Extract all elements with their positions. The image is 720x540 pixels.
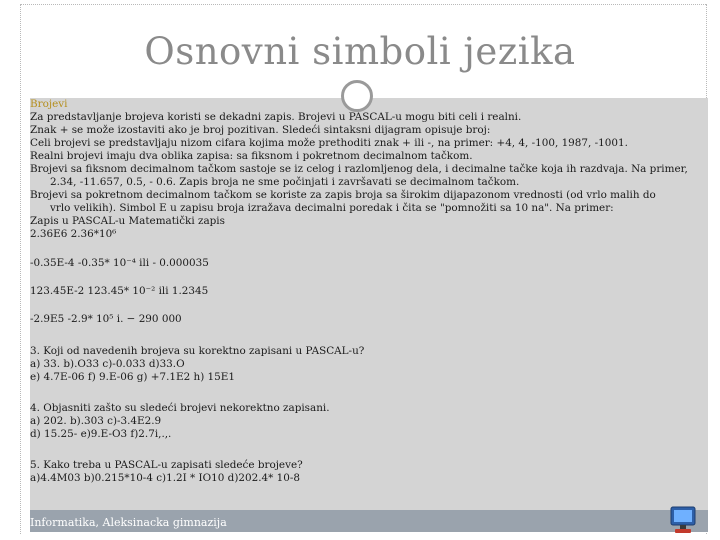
text-line: Brojevi sa pokretnom decimalnom tačkom se koriste za zapis broja sa širokim dijapazonom vrednosti (od vrlo malih do: [30, 189, 656, 201]
text-line: Znak + se može izostaviti ako je broj pozitivan. Sledeći sintaksni dijagram opisuje broj:: [30, 124, 491, 136]
slide-frame-left: [20, 4, 21, 534]
slide-title: Osnovni simboli jezika: [144, 30, 576, 73]
text-line: -2.9E5 -2.9* 10⁵ i. − 290 000: [30, 313, 182, 325]
text-line: 3. Koji od navedenih brojeva su korektno zapisani u PASCAL-u?: [30, 345, 365, 357]
text-line: 123.45E-2 123.45* 10⁻² ili 1.2345: [30, 285, 209, 297]
text-line: 2.36E6 2.36*10⁶: [30, 228, 117, 240]
computer-icon: [668, 505, 698, 535]
text-line: -0.35E-4 -0.35* 10⁻⁴ ili - 0.000035: [30, 257, 209, 269]
text-line: a) 33. b).O33 c)-0.033 d)33.O: [30, 358, 185, 370]
text-line: e) 4.7E-06 f) 9.E-06 g) +7.1E2 h) 15E1: [30, 371, 235, 383]
circle-ornament-icon: [341, 80, 373, 112]
text-line: 5. Kako treba u PASCAL-u zapisati sledeće brojeve?: [30, 459, 303, 471]
text-line: Celi brojevi se predstavljaju nizom cifara kojima može prethoditi znak + ili -, na primer: +4, 4, -100, 1987, -1001.: [30, 137, 628, 149]
text-line: 2.34, -11.657, 0.5, - 0.6. Zapis broja ne sme počinjati i završavati se decimalnom tačkom.: [50, 176, 520, 188]
text-line: a) 202. b).303 c)-3.4E2.9: [30, 415, 162, 427]
text-line: vrlo velikih). Simbol E u zapisu broja izražava decimalni poredak i čita se "pomnožiti sa 10 na". Na primer:: [50, 202, 614, 214]
section-heading: Brojevi: [30, 98, 68, 110]
text-line: d) 15.25- e)9.E-O3 f)2.7i,.,.: [30, 428, 172, 440]
text-line: Zapis u PASCAL-u Matematički zapis: [30, 215, 225, 227]
text-line: Za predstavljanje brojeva koristi se dekadni zapis. Brojevi u PASCAL-u mogu biti celi i realni.: [30, 111, 522, 123]
text-line: a)4.4M03 b)0.215*10-4 c)1.2I * IO10 d)202.4* 10-8: [30, 472, 300, 484]
footer-text: Informatika, Aleksinacka gimnazija: [30, 516, 227, 529]
slide-frame-top: [20, 4, 706, 6]
text-line: Realni brojevi imaju dva oblika zapisa: sa fiksnom i pokretnom decimalnom tačkom.: [30, 150, 473, 162]
text-line: 4. Objasniti zašto su sledeći brojevi nekorektno zapisani.: [30, 402, 330, 414]
text-line: Brojevi sa fiksnom decimalnom tačkom sastoje se iz celog i razlomljenog dela, i decimalne tačke koja ih razdvaja. Na primer,: [30, 163, 688, 175]
